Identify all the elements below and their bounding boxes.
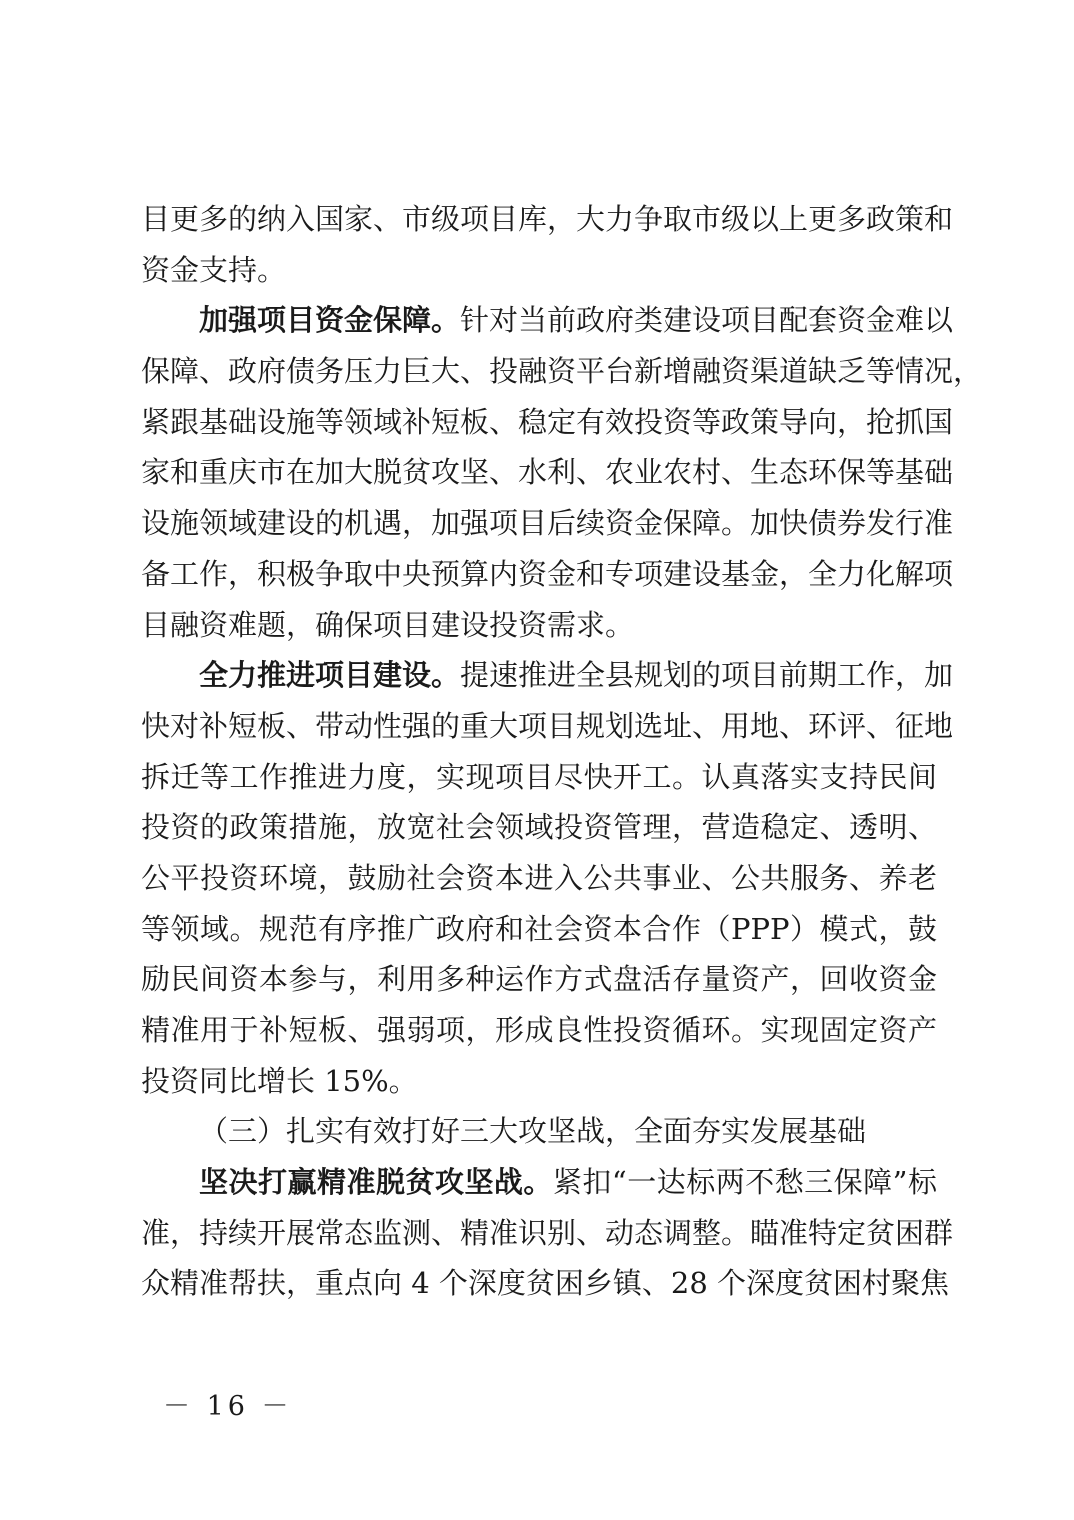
text-line xyxy=(141,954,937,1005)
text-line xyxy=(141,1157,937,1208)
text-line xyxy=(141,802,937,853)
text-line xyxy=(141,1258,950,1309)
text-line xyxy=(141,1056,937,1107)
line-text: 等领域。规范有序推广政府和社会资本合作（PPP）模式，鼓 xyxy=(141,911,937,946)
text-line xyxy=(141,752,937,803)
paragraph-heading: 坚决打赢精准脱贫攻坚战。 xyxy=(199,1165,553,1200)
line-text: 设施领域建设的机遇，加强项目后续资金保障。加快债券发行准 xyxy=(141,506,954,541)
text-line xyxy=(141,194,954,245)
line-text: 备工作，积极争取中央预算内资金和专项建设基金，全力化解项 xyxy=(141,556,954,591)
text-line xyxy=(141,295,954,346)
line-text: 励民间资本参与，利用多种运作方式盘活存量资产，回收资金 xyxy=(141,962,937,997)
page-number: － 16 － xyxy=(163,1391,293,1422)
line-text: 众精准帮扶，重点向 4 个深度贫困乡镇、28 个深度贫困村聚焦 xyxy=(141,1266,950,1301)
line-text: 投资同比增长 15%。 xyxy=(141,1063,418,1098)
line-text: 投资的政策措施，放宽社会领域投资管理，营造稳定、透明、 xyxy=(141,810,937,845)
text-line xyxy=(141,600,937,651)
line-text: 资金支持。 xyxy=(141,252,287,287)
line-text: 准，持续开展常态监测、精准识别、动态调整。瞄准特定贫困群 xyxy=(141,1215,954,1250)
text-line xyxy=(141,397,954,448)
line-text: 家和重庆市在加大脱贫攻坚、水利、农业农村、生态环保等基础 xyxy=(141,455,954,490)
text-line xyxy=(141,853,937,904)
text-line xyxy=(141,498,954,549)
line-text: 公平投资环境，鼓励社会资本进入公共事业、公共服务、养老 xyxy=(141,860,937,895)
paragraph-heading: 全力推进项目建设。 xyxy=(199,658,461,693)
text-line xyxy=(141,549,954,600)
line-text: 目融资难题，确保项目建设投资需求。 xyxy=(141,607,635,642)
line-text: 快对补短板、带动性强的重大项目规划选址、用地、环评、征地 xyxy=(141,708,954,743)
line-text: 紧扣“一达标两不愁三保障”标 xyxy=(552,1165,937,1200)
line-text: 紧跟基础设施等领域补短板、稳定有效投资等政策导向，抢抓国 xyxy=(141,404,954,439)
line-text: 拆迁等工作推进力度，实现项目尽快开工。认真落实支持民间 xyxy=(141,759,937,794)
line-text: 保障、政府债务压力巨大、投融资平台新增融资渠道缺乏等情况， xyxy=(141,354,983,389)
body-text xyxy=(141,194,983,1309)
text-line xyxy=(141,1005,937,1056)
text-line xyxy=(141,1208,954,1259)
text-line xyxy=(141,447,954,498)
line-text: （三）扎实有效打好三大攻坚战，全面夯实发展基础 xyxy=(199,1114,867,1149)
paragraph-heading: 加强项目资金保障。 xyxy=(199,303,461,338)
text-line xyxy=(141,701,954,752)
line-text: 精准用于补短板、强弱项，形成良性投资循环。实现固定资产 xyxy=(141,1013,937,1047)
line-text: 目更多的纳入国家、市级项目库，大力争取市级以上更多政策和 xyxy=(141,202,954,236)
text-line xyxy=(141,650,954,701)
text-line xyxy=(141,245,937,296)
line-text: 提速推进全县规划的项目前期工作，加 xyxy=(460,658,954,693)
line-text: 针对当前政府类建设项目配套资金难以 xyxy=(460,303,954,338)
text-line xyxy=(141,346,983,397)
text-line xyxy=(141,904,937,955)
text-line xyxy=(141,1106,937,1157)
